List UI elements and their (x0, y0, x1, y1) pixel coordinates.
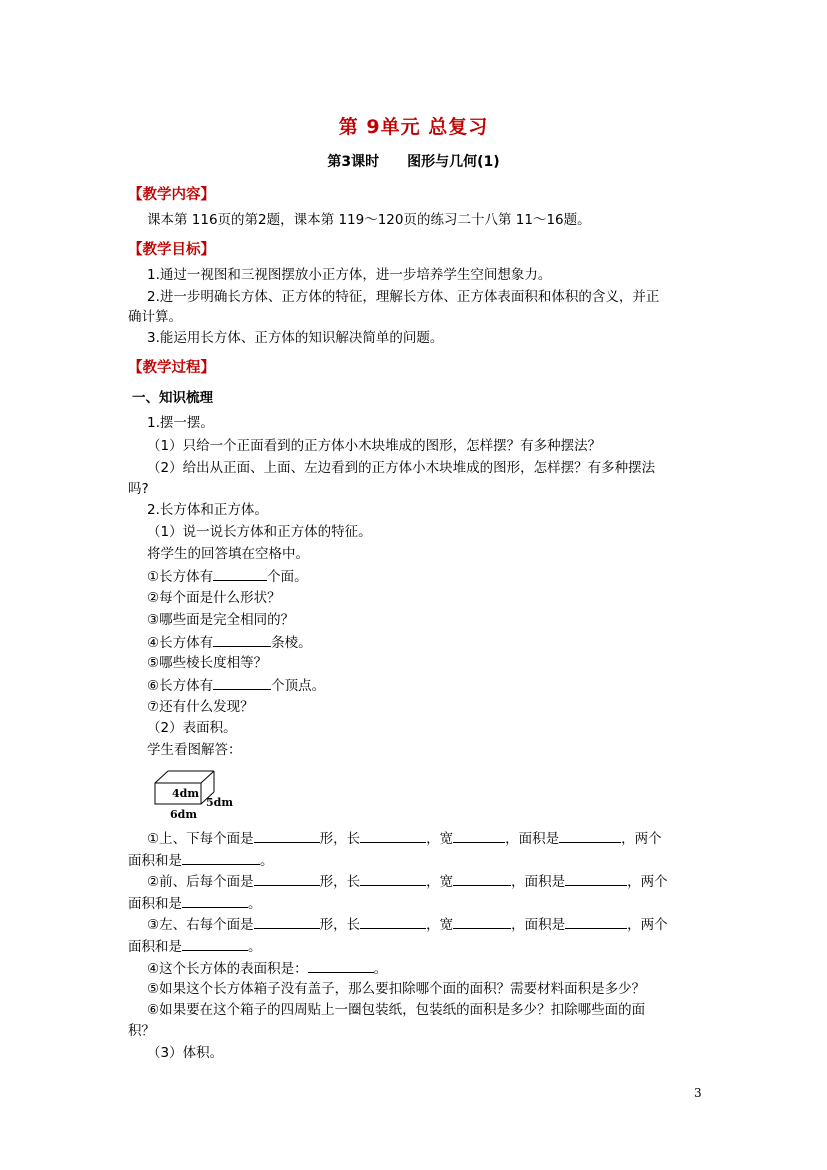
question-4: ④长方体有 条棱。 (147, 632, 312, 653)
question-left-right: ③左、右每个面是 形，长 ，宽 ，面积是 ，两个 (147, 914, 668, 935)
question-front-back: ②前、后每个面是 形，长 ，宽 ，面积是 ，两个 (147, 871, 668, 892)
cuboid-figure (148, 766, 248, 822)
answer-blank (213, 675, 271, 690)
answer-blank (565, 914, 627, 929)
lesson-subtitle (0, 151, 827, 171)
process-line: （1）说一说长方体和正方体的特征。 (147, 524, 372, 540)
answer-blank (254, 871, 320, 886)
subsection-surface-area: （2）表面积。 (147, 720, 237, 736)
subsection-volume: （3）体积。 (147, 1045, 224, 1061)
process-line: 2.长方体和正方体。 (147, 502, 268, 518)
page-title: 第 9单元 总复习 (338, 116, 489, 138)
length-label: 6dm (170, 808, 197, 821)
answer-blank (182, 936, 248, 951)
height-label: 4dm (172, 787, 199, 800)
answer-blank (254, 828, 320, 843)
question-top-bottom-sum: 面积和是 。 (128, 850, 274, 871)
content-text: 课本第 116页的第2题，课本第 119～120页的练习二十八第 11～16题。 (147, 212, 591, 228)
question-wrapping-cont: 积？ (128, 1023, 155, 1039)
goal-item: 确计算。 (128, 309, 182, 325)
answer-blank (182, 893, 248, 908)
part-heading: 一、知识梳理 (132, 390, 213, 406)
question-no-lid: ⑤如果这个长方体箱子没有盖子，那么要扣除哪个面的面积？需要材料面积是多少？ (147, 981, 646, 997)
answer-blank (453, 871, 511, 886)
goal-item: 3.能运用长方体、正方体的知识解决简单的问题。 (147, 330, 444, 346)
answer-blank (182, 850, 260, 865)
answer-blank (360, 871, 426, 886)
answer-blank (360, 914, 426, 929)
process-line: 学生看图解答： (147, 742, 242, 758)
answer-blank (559, 828, 621, 843)
process-line: 1.摆一摆。 (147, 415, 214, 431)
process-line: 吗? (128, 481, 149, 497)
answer-blank (453, 914, 511, 929)
question-wrapping: ⑥如果要在这个箱子的四周贴上一圈包装纸，包装纸的面积是多少？扣除哪些面的面 (147, 1002, 646, 1018)
answer-blank (254, 914, 320, 929)
question-3: ③哪些面是完全相同的？ (147, 612, 295, 628)
answer-blank (213, 632, 271, 647)
lesson-topic: 图形与几何(1) (407, 154, 500, 170)
question-1: ①长方体有 个面。 (147, 566, 308, 587)
question-2: ②每个面是什么形状？ (147, 590, 281, 606)
question-front-back-sum: 面积和是 。 (128, 893, 262, 914)
answer-blank (565, 871, 627, 886)
answer-blank (308, 958, 374, 973)
answer-blank (360, 828, 426, 843)
question-7: ⑦还有什么发现？ (147, 699, 254, 715)
section-heading-goals: 【教学目标】 (128, 242, 215, 258)
section-heading-process: 【教学过程】 (128, 360, 215, 376)
question-left-right-sum: 面积和是 。 (128, 936, 262, 957)
answer-blank (213, 566, 267, 581)
question-6: ⑥长方体有 个顶点。 (147, 675, 325, 696)
goal-item: 2.进一步明确长方体、正方体的特征，理解长方体、正方体表面积和体积的含义，并正 (147, 289, 660, 305)
question-5: ⑤哪些棱长度相等？ (147, 655, 268, 671)
question-top-bottom: ①上、下每个面是 形，长 ，宽 ，面积是 ，两个 (147, 828, 662, 849)
question-total-area: ④这个长方体的表面积是： 。 (147, 958, 387, 979)
width-label: 5dm (206, 796, 233, 809)
process-line: 将学生的回答填在空格中。 (147, 546, 309, 562)
answer-blank (453, 828, 505, 843)
page-number: 3 (694, 1086, 702, 1100)
process-line: （1）只给一个正面看到的正方体小木块堆成的图形，怎样摆？有多种摆法？ (147, 438, 602, 454)
process-line: （2）给出从正面、上面、左边看到的正方体小木块堆成的图形，怎样摆？有多种摆法 (147, 460, 656, 476)
section-heading-content: 【教学内容】 (128, 187, 215, 203)
lesson-number: 第3课时 (327, 154, 380, 170)
goal-item: 1.通过一视图和三视图摆放小正方体，进一步培养学生空间想象力。 (147, 267, 552, 283)
